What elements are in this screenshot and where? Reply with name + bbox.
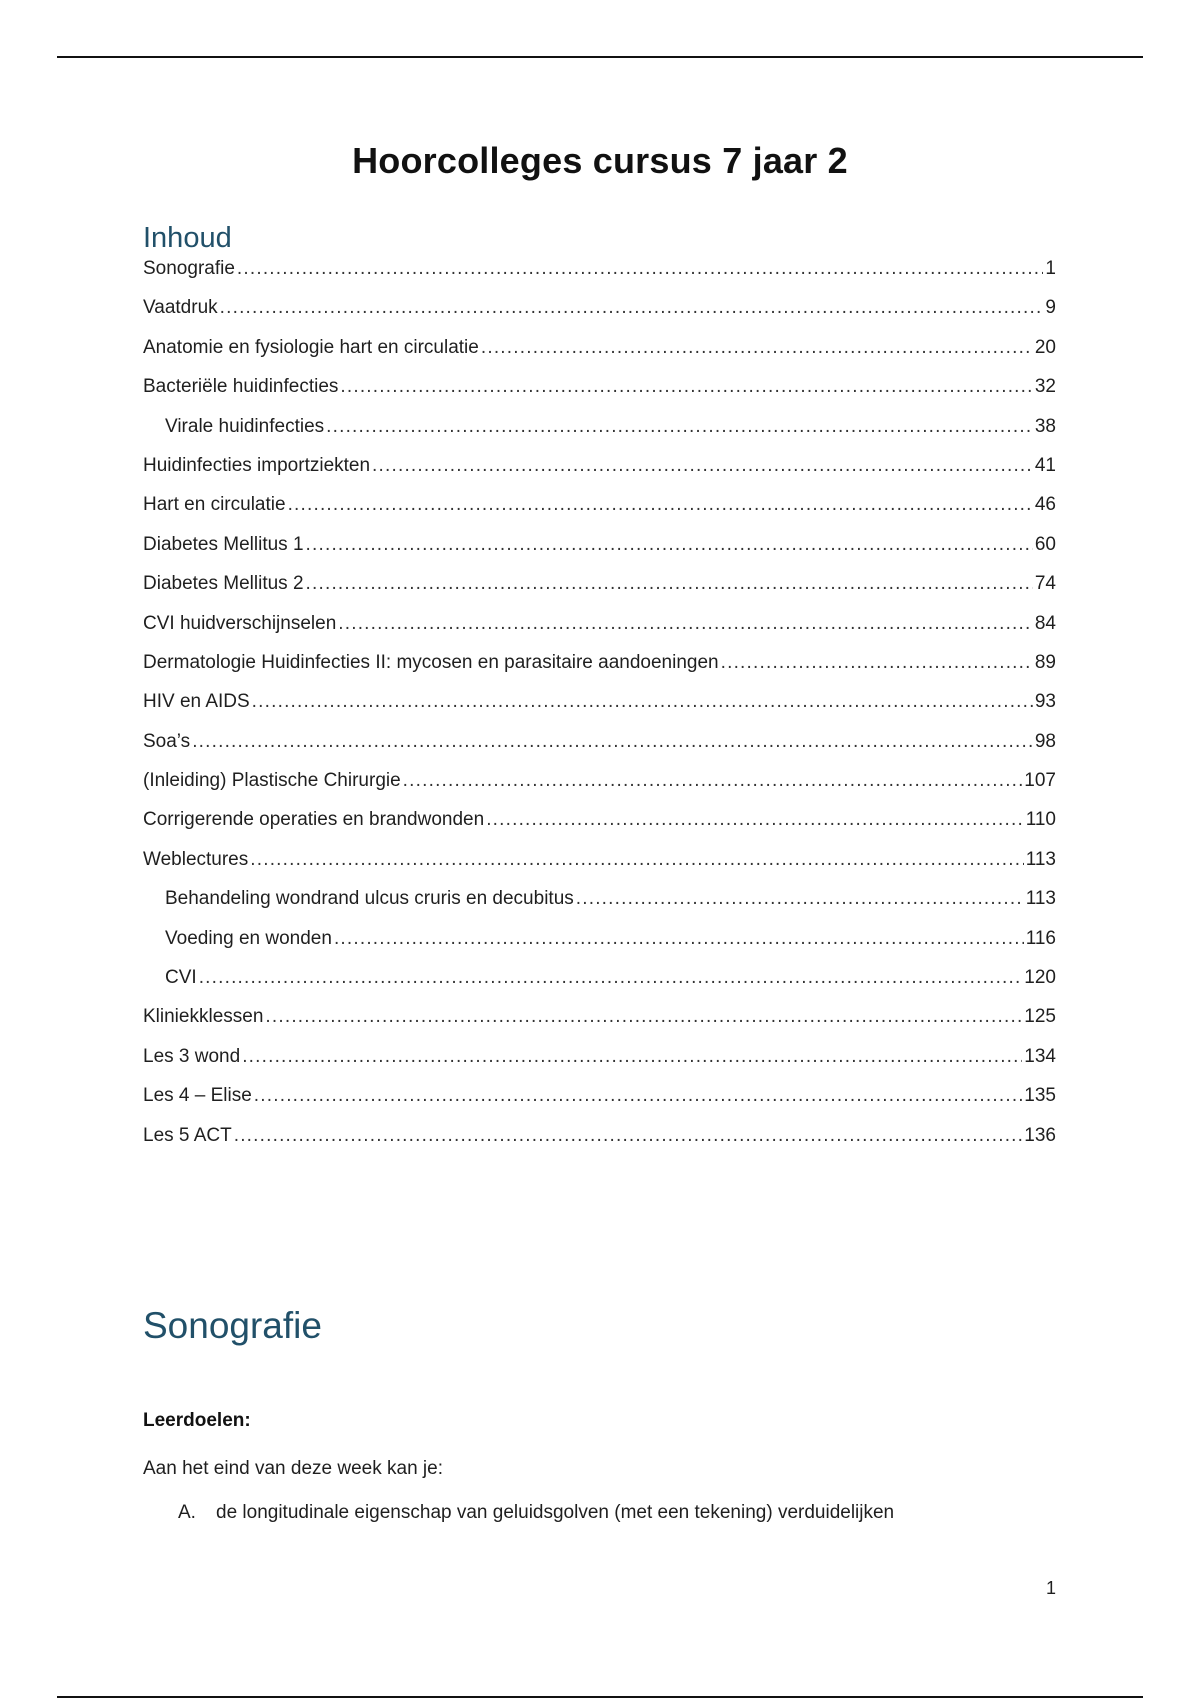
toc-dot-leader: [340, 376, 1032, 398]
toc-entry-page: 46: [1034, 494, 1056, 516]
toc-entry-page: 32: [1034, 376, 1056, 398]
toc-entry[interactable]: [143, 613, 1056, 652]
toc-dot-leader: [721, 652, 1033, 674]
learning-goals-label: Leerdoelen:: [143, 1410, 251, 1431]
toc-dot-leader: [250, 849, 1023, 871]
learning-goal-item: [178, 1502, 894, 1524]
toc-entry-page: 74: [1034, 573, 1056, 595]
toc-entry[interactable]: [143, 967, 1056, 1006]
toc-dot-leader: [265, 1006, 1022, 1028]
toc-entry-page: 135: [1024, 1085, 1056, 1107]
toc-entry[interactable]: [143, 770, 1056, 809]
toc-entry-label: CVI huidverschijnselen: [143, 612, 337, 634]
toc-entry-page: 84: [1034, 612, 1056, 634]
toc-entry-label: (Inleiding) Plastische Chirurgie: [143, 770, 401, 792]
toc-entry[interactable]: [143, 888, 1056, 927]
toc-dot-leader: [242, 1046, 1022, 1068]
toc-entry-page: 38: [1034, 415, 1056, 437]
intro-text: Aan het eind van deze week kan je:: [143, 1458, 443, 1479]
toc-dot-leader: [576, 888, 1024, 910]
toc-entry-page: 107: [1024, 770, 1056, 792]
toc-entry[interactable]: [143, 494, 1056, 533]
toc-dot-leader: [403, 770, 1023, 792]
toc-dot-leader: [199, 967, 1023, 989]
toc-dot-leader: [192, 731, 1033, 753]
toc-dot-leader: [481, 337, 1033, 359]
toc-entry-label: Behandeling wondrand ulcus cruris en decubitus: [165, 888, 574, 910]
toc-entry-page: 136: [1024, 1124, 1056, 1146]
toc-entry[interactable]: [143, 258, 1056, 297]
toc-entry[interactable]: [143, 534, 1056, 573]
toc-entry-label: CVI: [165, 967, 197, 989]
toc-dot-leader: [252, 691, 1033, 713]
toc-entry[interactable]: [143, 928, 1056, 967]
toc-dot-leader: [237, 258, 1044, 280]
toc-entry-page: 1: [1045, 258, 1056, 279]
toc-dot-leader: [372, 455, 1033, 477]
toc-entry-label: Dermatologie Huidinfecties II: mycosen en parasitaire aandoeningen: [143, 651, 719, 673]
document-title: Hoorcolleges cursus 7 jaar 2: [352, 140, 848, 181]
toc-entry-label: Bacteriële huidinfecties: [143, 376, 339, 398]
toc-entry-label: Virale huidinfecties: [165, 415, 325, 437]
toc-entry[interactable]: [143, 731, 1056, 770]
toc-entry-label: Les 5 ACT: [143, 1124, 232, 1146]
toc-heading: Inhoud: [143, 222, 232, 254]
page-number: 1: [1045, 1578, 1056, 1598]
toc-entry[interactable]: [143, 376, 1056, 415]
toc-dot-leader: [306, 573, 1033, 595]
toc-entry-label: Anatomie en fysiologie hart en circulatie: [143, 336, 479, 358]
toc-entry[interactable]: [143, 1006, 1056, 1045]
toc-entry[interactable]: [143, 691, 1056, 730]
toc-entry-label: Hart en circulatie: [143, 494, 286, 516]
section-heading: Sonografie: [143, 1305, 322, 1346]
toc-entry-label: Sonografie: [143, 258, 235, 279]
toc-entry-label: HIV en AIDS: [143, 691, 250, 713]
toc-entry-label: Soa’s: [143, 730, 191, 752]
toc-entry-page: 110: [1025, 809, 1056, 831]
toc-dot-leader: [254, 1085, 1023, 1107]
toc-entry-page: 89: [1034, 651, 1056, 673]
toc-entry[interactable]: [143, 652, 1056, 691]
toc-entry-page: 120: [1024, 967, 1056, 989]
toc-dot-leader: [234, 1125, 1023, 1147]
toc-entry-page: 60: [1034, 533, 1056, 555]
toc-dot-leader: [220, 297, 1044, 319]
toc-dot-leader: [334, 928, 1024, 950]
page-bottom-rule: [57, 1696, 1143, 1698]
toc-entry-page: 20: [1034, 336, 1056, 358]
toc-entry[interactable]: [143, 1046, 1056, 1085]
toc-entry[interactable]: [143, 1125, 1056, 1164]
toc-entry[interactable]: [143, 1085, 1056, 1124]
toc-entry-page: 116: [1025, 927, 1056, 949]
toc-entry[interactable]: [143, 455, 1056, 494]
page-top-rule: [57, 56, 1143, 58]
toc-dot-leader: [486, 809, 1024, 831]
toc-entry-page: 134: [1024, 1045, 1056, 1067]
toc-entry-label: Voeding en wonden: [165, 927, 332, 949]
toc-entry[interactable]: [143, 809, 1056, 848]
toc-entry-page: 125: [1024, 1006, 1056, 1028]
toc-entry-label: Weblectures: [143, 848, 249, 870]
toc-entry-label: Les 4 – Elise: [143, 1085, 252, 1107]
toc-entry-page: 98: [1034, 730, 1056, 752]
toc-dot-leader: [338, 613, 1033, 635]
toc-entry[interactable]: [143, 297, 1056, 336]
toc-entry-label: Kliniekklessen: [143, 1006, 264, 1028]
toc-entry[interactable]: [143, 573, 1056, 612]
toc-entry-page: 113: [1025, 888, 1056, 910]
toc-entry-page: 93: [1034, 691, 1056, 713]
toc-entry-page: 113: [1025, 848, 1056, 870]
toc-entry-page: 41: [1034, 454, 1056, 476]
toc-entry-label: Corrigerende operaties en brandwonden: [143, 809, 485, 831]
toc-dot-leader: [288, 494, 1033, 516]
toc-entry-label: Diabetes Mellitus 1: [143, 533, 304, 555]
toc-entry[interactable]: [143, 416, 1056, 455]
toc-entry-label: Vaatdruk: [143, 297, 218, 319]
toc-entry[interactable]: [143, 849, 1056, 888]
toc-dot-leader: [326, 416, 1033, 438]
toc-entry-label: Huidinfecties importziekten: [143, 454, 371, 476]
toc-entry-page: 9: [1045, 297, 1056, 319]
learning-goal-text: de longitudinale eigenschap van geluidsgolven (met een tekening) verduidelijken: [216, 1502, 895, 1523]
toc-entry-label: Les 3 wond: [143, 1045, 241, 1067]
toc-entry[interactable]: [143, 337, 1056, 376]
learning-goal-marker: A.: [178, 1502, 196, 1523]
toc-dot-leader: [306, 534, 1033, 556]
learning-goals-list: [178, 1502, 894, 1524]
table-of-contents: [143, 258, 1056, 1164]
toc-entry-label: Diabetes Mellitus 2: [143, 573, 304, 595]
